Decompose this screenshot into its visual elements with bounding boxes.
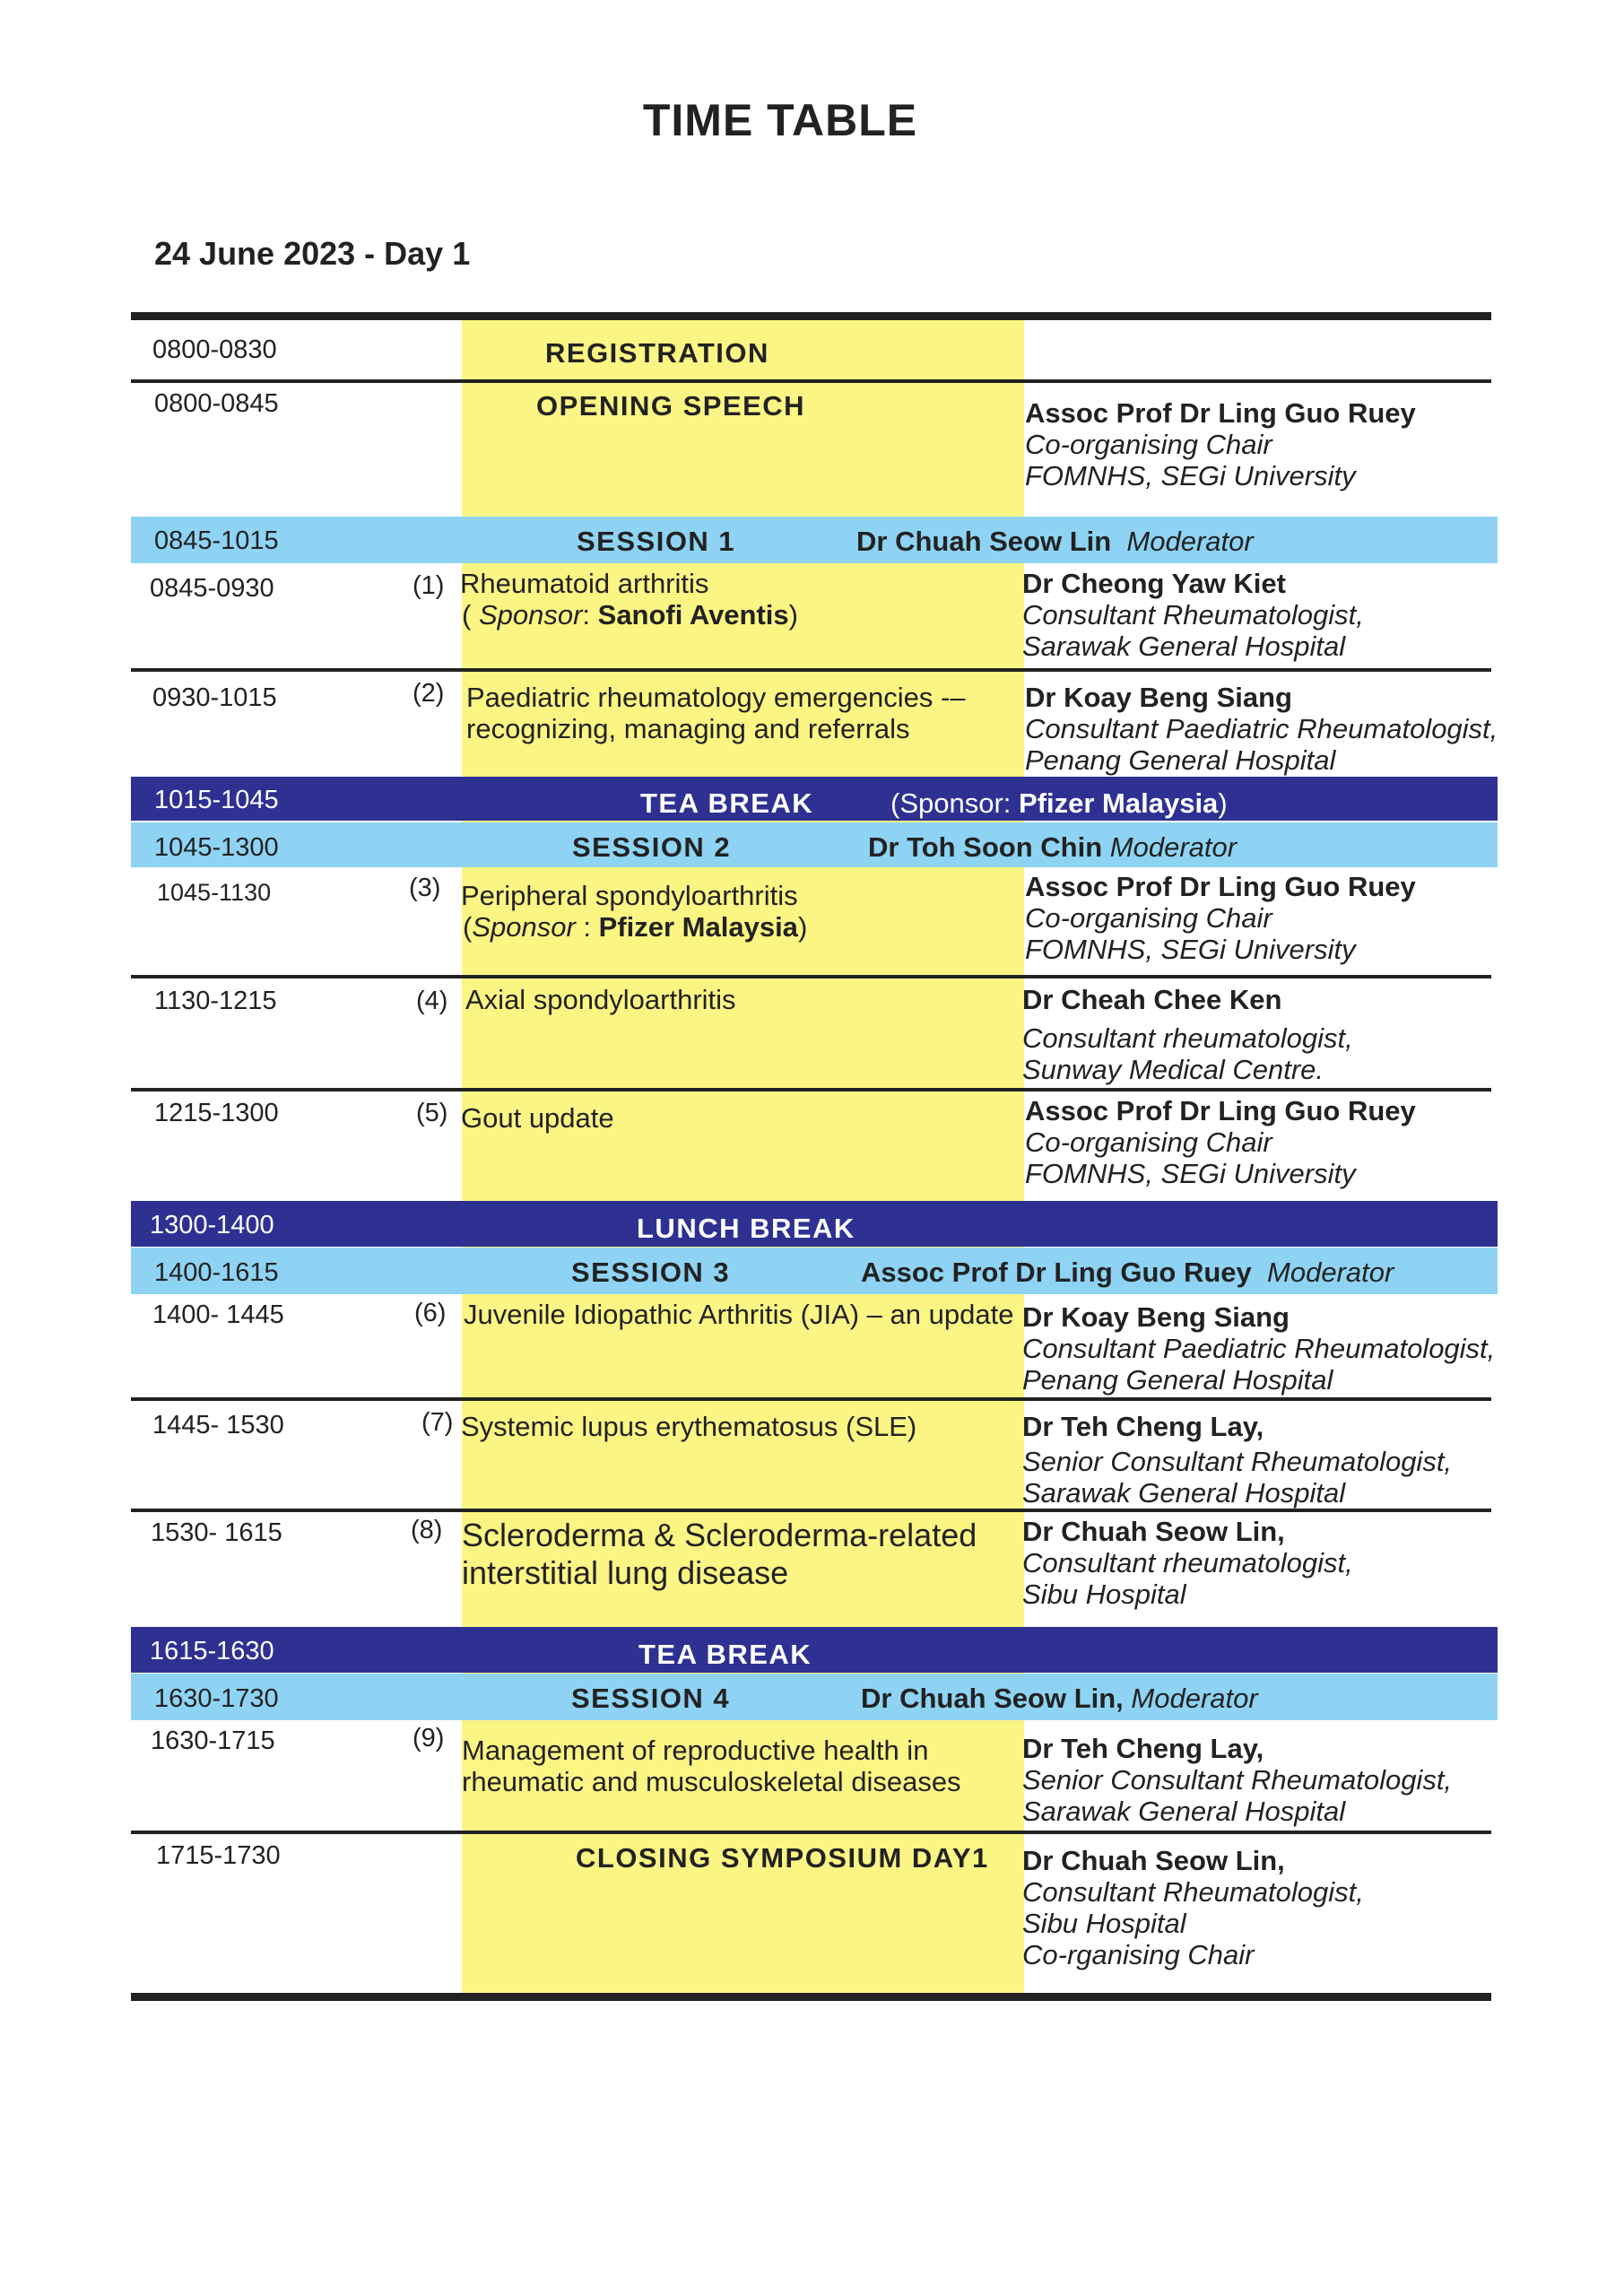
table-bottom-rule [131, 1993, 1491, 2001]
item-number: (8) [411, 1516, 443, 1544]
time-item-4: 1130-1215 [154, 987, 277, 1015]
session-3-label: SESSION 3 [571, 1257, 731, 1288]
item-number: (7) [421, 1408, 454, 1437]
topic-item-4: Axial spondyloarthritis [465, 984, 736, 1015]
row-divider [131, 1509, 1491, 1512]
time-item-8: 1530- 1615 [151, 1518, 282, 1547]
speaker-item-6: Dr Koay Beng Siang Consultant Paediatric Rheumatologist, Penang General Hospital [1022, 1301, 1496, 1396]
speaker-affiliation: FOMNHS, SEGi University [1025, 460, 1356, 491]
item-number: (6) [414, 1299, 447, 1327]
tea-break-2-label: TEA BREAK [638, 1639, 812, 1670]
closing-speaker-block: Dr Chuah Seow Lin, Consultant Rheumatologist, Sibu Hospital Co-rganising Chair [1022, 1845, 1364, 1970]
day-label: 24 June 2023 - Day 1 [154, 235, 471, 272]
session-4-moderator: Dr Chuah Seow Lin, Moderator [861, 1683, 1258, 1714]
time-tea-break-2: 1615-1630 [150, 1637, 274, 1665]
topic-item-6: Juvenile Idiopathic Arthritis (JIA) – an update [464, 1299, 1014, 1330]
time-item-6: 1400- 1445 [152, 1300, 284, 1329]
table-top-rule [131, 312, 1491, 320]
item-number: (4) [416, 987, 448, 1015]
tea-break-2-band [131, 1627, 1498, 1673]
opening-speaker-block [1025, 397, 1416, 491]
session-2-moderator: Dr Toh Soon Chin Moderator [868, 831, 1238, 863]
time-session-2: 1045-1300 [154, 833, 279, 862]
speaker-item-9: Dr Teh Cheng Lay, Senior Consultant Rheumatologist, Sarawak General Hospital [1022, 1733, 1453, 1827]
time-session-4: 1630-1730 [154, 1684, 279, 1713]
session-1-moderator: Dr Chuah Seow Lin Moderator [856, 526, 1254, 557]
speaker-item-7: Dr Teh Cheng Lay, Senior Consultant Rheumatologist, Sarawak General Hospital [1022, 1411, 1453, 1509]
opening-label: OPENING SPEECH [536, 390, 806, 422]
topic-item-7: Systemic lupus erythematosus (SLE) [461, 1411, 917, 1442]
time-item-7: 1445- 1530 [152, 1411, 284, 1439]
session-4-band [131, 1674, 1498, 1720]
speaker-name: Assoc Prof Dr Ling Guo Ruey [1025, 397, 1416, 429]
tea-break-1-band [131, 777, 1498, 821]
topic-item-9: Management of reproductive health in rheumatic and musculoskeletal diseases [462, 1735, 961, 1797]
session-2-label: SESSION 2 [572, 831, 732, 863]
session-4-label: SESSION 4 [571, 1683, 731, 1714]
topic-item-5: Gout update [461, 1102, 614, 1134]
item-number: (9) [413, 1724, 445, 1752]
session-1-label: SESSION 1 [577, 526, 736, 557]
closing-label: CLOSING SYMPOSIUM DAY1 [576, 1842, 989, 1874]
time-item-2: 0930-1015 [152, 683, 277, 712]
time-session-3: 1400-1615 [154, 1258, 279, 1287]
time-tea-break-1: 1015-1045 [154, 786, 279, 814]
row-divider [131, 975, 1491, 978]
row-divider [131, 1088, 1491, 1091]
row-divider [131, 1831, 1491, 1834]
session-3-moderator: Assoc Prof Dr Ling Guo Ruey Moderator [861, 1257, 1394, 1288]
speaker-item-5: Assoc Prof Dr Ling Guo Ruey Co-organising Chair FOMNHS, SEGi University [1025, 1095, 1416, 1189]
item-number: (5) [416, 1099, 448, 1127]
time-lunch-break: 1300-1400 [150, 1211, 274, 1239]
page-title: TIME TABLE [642, 95, 918, 145]
item-number: (1) [413, 571, 445, 600]
topic-item-1: Rheumatoid arthritis ( Sponsor: Sanofi Aventis) [460, 568, 798, 631]
tea-break-1-label: TEA BREAK [640, 787, 814, 819]
time-item-3: 1045-1130 [157, 879, 272, 906]
time-closing: 1715-1730 [156, 1841, 281, 1870]
registration-label: REGISTRATION [545, 337, 769, 369]
topic-item-2: Paediatric rheumatology emergencies -– recognizing, managing and referrals [466, 682, 966, 744]
session-1-band [131, 517, 1498, 563]
item-number: (2) [413, 679, 445, 708]
speaker-item-3: Assoc Prof Dr Ling Guo Ruey Co-organising Chair FOMNHS, SEGi University [1025, 871, 1416, 965]
tea-break-1-sponsor: (Sponsor: Pfizer Malaysia) [890, 787, 1228, 819]
topic-item-8: Scleroderma & Scleroderma-related interstitial lung disease [462, 1517, 977, 1591]
time-item-9: 1630-1715 [151, 1726, 275, 1755]
time-item-5: 1215-1300 [154, 1099, 279, 1127]
speaker-item-4: Dr Cheah Chee Ken Consultant rheumatologist, Sunway Medical Centre. [1022, 984, 1353, 1085]
row-divider [131, 379, 1491, 383]
time-session-1: 0845-1015 [154, 526, 279, 555]
session-2-band [131, 822, 1498, 867]
item-number: (3) [409, 874, 441, 902]
row-divider [131, 1397, 1491, 1401]
time-registration: 0800-0830 [152, 335, 277, 364]
topic-item-3: Peripheral spondyloarthritis (Sponsor : Pfizer Malaysia) [461, 880, 808, 943]
time-opening: 0800-0845 [154, 389, 279, 418]
lunch-break-label: LUNCH BREAK [637, 1213, 855, 1244]
speaker-affiliation: Co-organising Chair [1025, 429, 1272, 460]
speaker-item-8: Dr Chuah Seow Lin, Consultant rheumatologist, Sibu Hospital [1022, 1516, 1353, 1610]
row-divider [131, 668, 1491, 672]
time-item-1: 0845-0930 [150, 574, 274, 603]
speaker-item-1: Dr Cheong Yaw Kiet Consultant Rheumatologist, Sarawak General Hospital [1022, 568, 1364, 662]
speaker-item-2: Dr Koay Beng Siang Consultant Paediatric Rheumatologist, Penang General Hospital [1025, 682, 1498, 776]
